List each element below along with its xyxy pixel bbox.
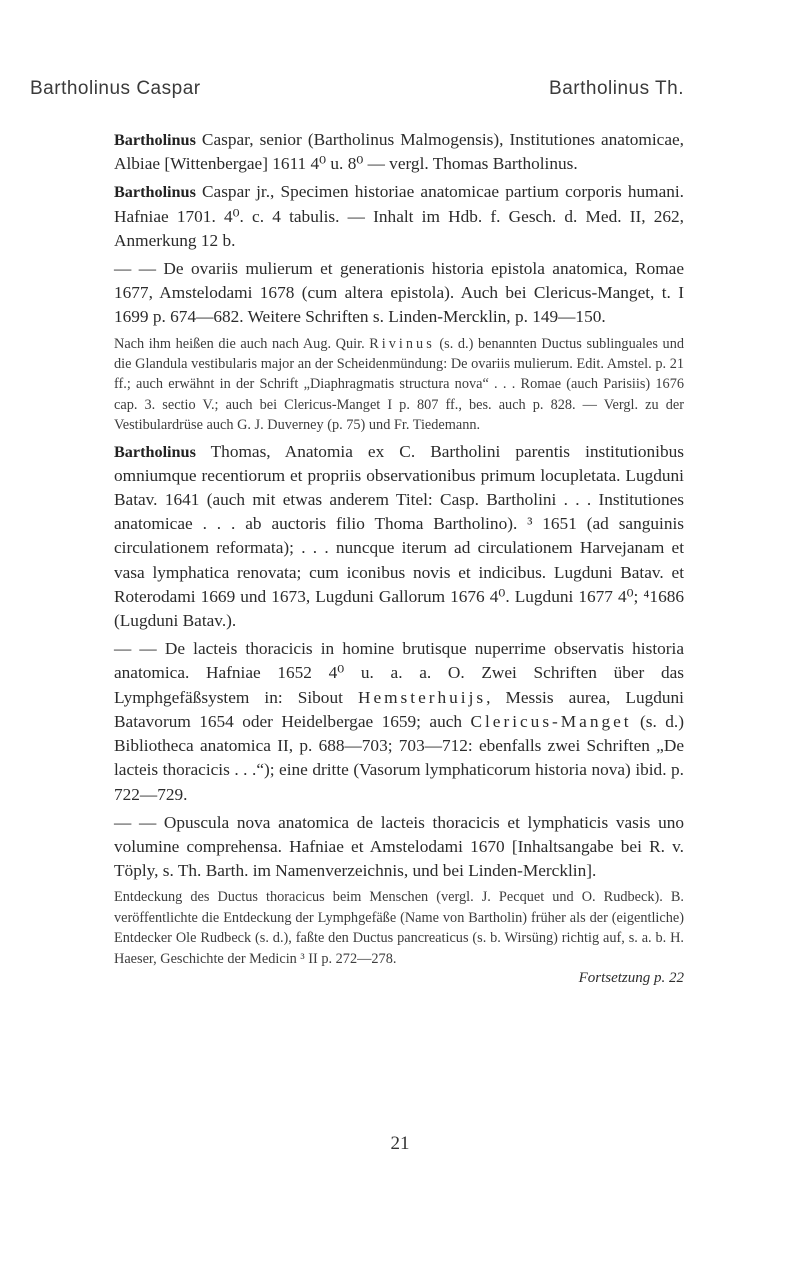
entry-caspar-junior xyxy=(114,180,684,253)
page-number: 21 xyxy=(390,1133,410,1154)
continuation-note: Fortsetzung p. 22 xyxy=(578,969,684,986)
note-rivinus xyxy=(114,334,684,436)
entry-thomas-anatomia xyxy=(114,440,684,634)
entry-de-ovariis xyxy=(114,257,684,330)
entry-de-lacteis xyxy=(114,637,684,806)
entry-opuscula xyxy=(114,811,684,884)
note-ductus-thoracicus xyxy=(114,887,684,969)
headword: Bartholinus xyxy=(114,131,196,149)
text-body xyxy=(114,128,684,987)
person-name: Hemsterhuijs xyxy=(357,687,487,707)
note-text: (s. d.) benannten Ductus sublinguales und die Glandula vestibularis major an der Scheidenmündung: De ovariis mulierum. Edit. Amstel. p. 21 ff.; auch erwähnt in der Schrift „Diaphragmatis structura nova“ . . . Romae (auch Parisiis) 1676 cap. 3. sectio V.; auch bei Clericus-Manget I p. 807 ff., bes. auch p. 828. — Vergl. zu der Vestibulardrüse auch G. J. Duverney (p. 75) und Fr. Tiedemann. xyxy=(114,335,684,434)
running-head-left: Bartholinus Caspar xyxy=(30,78,201,99)
entry-text: — — De ovariis mulierum et generationis historia epistola anatomica, Romae 1677, Amstelodami 1678 (cum altera epistola). Auch bei Clericus-Manget, t. I 1699 p. 674—682. Weitere Schriften s. Linden-Mercklin, p. 149—150. xyxy=(114,259,684,327)
headword: Bartholinus xyxy=(114,183,196,202)
entry-text: — — De lacteis thoracicis in homine brutisque nuperrime observatis historia anatomica. Hafniae 1652 4⁰ u. a. a. O. Zwei Schriften über das Lymphgefäßsystem in: Sibout xyxy=(114,639,684,707)
entry-text: , Messis aurea, Lugduni Batavorum 1654 oder Heidelbergae 1659; auch xyxy=(114,687,684,731)
note-text: Nach ihm heißen die auch nach Aug. Quir. xyxy=(114,335,370,352)
person-name: Rivinus xyxy=(369,335,435,352)
entry-caspar-senior xyxy=(114,128,684,176)
running-head-right: Bartholinus Th. xyxy=(549,78,684,99)
person-name: Clericus-Manget xyxy=(470,711,632,731)
entry-text: Thomas, Anatomia ex C. Bartholini parentis institutionibus omniumque recentiorum et propriis observationibus primum locupletata. Lugduni Batav. 1641 (auch mit etwas anderem Titel: Casp. Bartholini . . . Institutiones anatomicae . . . ab auctoris filio Thoma Bartholino). ³ 1651 (ad sanguinis circulationem reformata); . . . nuncque iterum ad circulationem Harvejanam et vasa lymphatica renovata; cum iconibus novis et indicibus. Lugduni Batav. et Roterodami 1669 und 1673, Lugduni Gallorum 1676 4⁰. Lugduni 1677 4⁰; ⁴1686 (Lugduni Batav.). xyxy=(114,441,684,631)
entry-text: Caspar jr., Specimen historiae anatomicae partium corporis humani. Hafniae 1701. 4⁰. c. 4 tabulis. — Inhalt im Hdb. f. Gesch. d. Med. II, 262, Anmerkung 12 b. xyxy=(114,182,684,250)
note-text: Entdeckung des Ductus thoracicus beim Menschen (vergl. J. Pecquet und O. Rudbeck). B. veröffentlichte die Entdeckung der Lymphgefäße (Name von Bartholin) früher als der (eigentliche) Entdecker Ole Rudbeck (s. d.), faßte den Ductus pancreaticus (s. b. Wirsüng) richtig auf, s. a. b. H. Haeser, Geschichte der Medicin ³ II p. 272—278. xyxy=(114,889,684,967)
entry-text: Caspar, senior (Bartholinus Malmogensis), Institutiones anatomicae, Albiae [Wittenbergae] 1611 4⁰ u. 8⁰ — vergl. Thomas Bartholinus. xyxy=(114,130,684,174)
running-head xyxy=(30,78,684,108)
headword: Bartholinus xyxy=(114,442,196,461)
entry-text: — — Opuscula nova anatomica de lacteis thoracicis et lymphaticis vasis uno volumine comprehensa. Hafniae et Amstelodami 1670 [Inhaltsangabe bei R. v. Töply, s. Th. Barth. im Namenverzeichnis, und bei Linden-Mercklin]. xyxy=(114,812,684,881)
entry-text: (s. d.) Bibliotheca anatomica II, p. 688—703; 703—712: ebenfalls zwei Schriften „De lacteis thoracicis . . .“); eine dritte (Vasorum lymphaticorum historia nova) ibid. p. 722—729. xyxy=(114,711,684,804)
